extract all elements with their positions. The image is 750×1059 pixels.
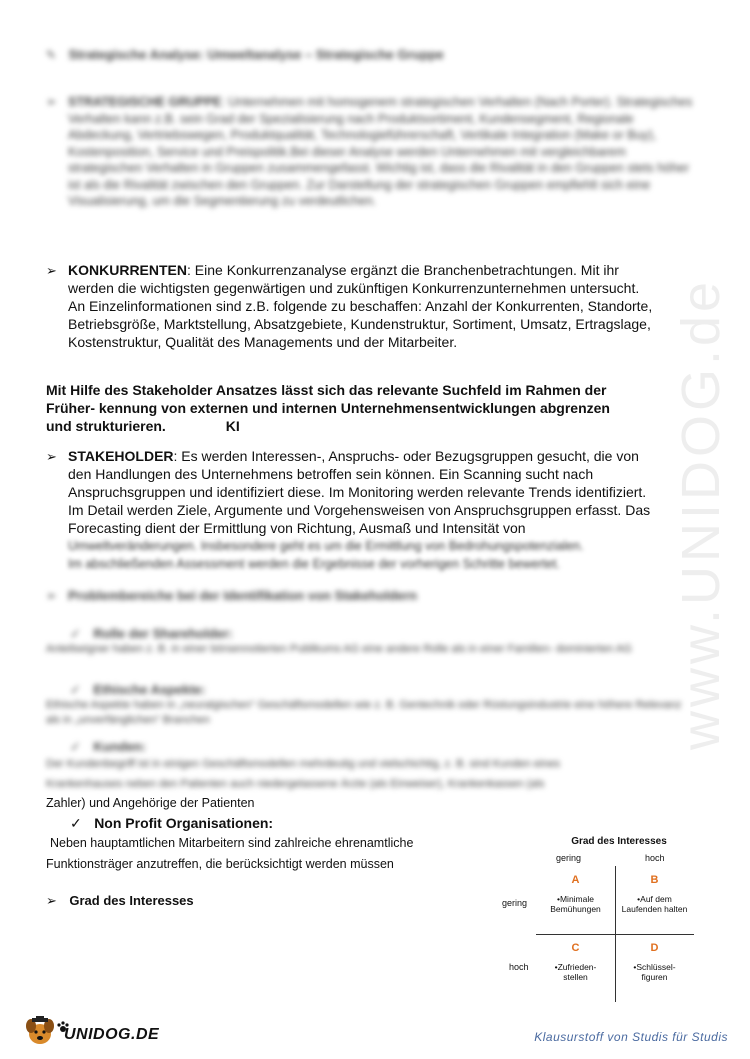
- section-problembereiche: [46, 588, 696, 603]
- logo-text: UNIDOG.DE: [64, 1026, 160, 1043]
- section-grad: [46, 892, 194, 910]
- matrix-cell-d: [615, 934, 694, 1002]
- intro-line-1: Mit Hilfe des Stakeholder Ansatzes lässt sich das relevante Suchfeld im Rahmen der: [46, 382, 607, 398]
- konkurrenten-line-3: An Einzelinformationen sind z.B. folgende zu beschaffen: Anzahl der Konkurrenten, Standorte,: [68, 298, 653, 314]
- item-title-npo: [70, 815, 273, 833]
- stakeholder-line-4: Im Detail werden Ziele, Argumente und Vorgehensweisen von Anspruchsgruppen erfasst. Das: [68, 502, 651, 518]
- cell-text: •Schlüssel- figuren: [633, 962, 676, 982]
- intro-tag: KI: [225, 418, 240, 434]
- matrix-cell-a: [536, 866, 615, 934]
- cell-letter: D: [650, 942, 659, 954]
- cell-text: •Minimale Bemühungen: [550, 894, 601, 914]
- konkurrenten-line-4: Betriebsgröße, Marktstellung, Absatzgebiete, Kundenstruktur, Sortiment, Umsatz, Ertragslage,: [68, 316, 651, 332]
- arrow-bullet-icon: ➢: [46, 94, 57, 109]
- section-stakeholder: [46, 447, 716, 573]
- label-problembereiche: Problembereiche bei der Identifikation von Stakeholdern: [68, 588, 417, 603]
- item-text-npo: [46, 833, 413, 875]
- checkmark-icon: ✓: [70, 626, 81, 641]
- arrow-bullet-icon: ➢: [46, 588, 57, 603]
- cell-letter: A: [571, 874, 580, 886]
- stakeholder-line-6: Umweltveränderungen. Insbesondere geht es um die Ermittlung von Bedrohungspotenzialen.: [68, 539, 584, 553]
- label-konkurrenten: KONKURRENTEN: [68, 262, 187, 278]
- item-text-shareholder: Anteilseigner haben z. B. in einer börsennotierten Publikums AG eine andere Rolle als in einer Familien- dominierten AG: [46, 643, 632, 655]
- footer-slogan: Klausurstoff von Studis für Studis: [534, 1030, 728, 1044]
- item-title-shareholder: [70, 625, 233, 643]
- matrix-col-high: hoch: [645, 853, 665, 863]
- section-strategische-gruppe: [46, 94, 698, 210]
- matrix-row-high: hoch: [509, 962, 529, 972]
- item-title-kunden: [70, 738, 146, 756]
- label-strategische-gruppe: STRATEGISCHE GRUPPE: [68, 95, 222, 109]
- stakeholder-line-5: Forecasting dient der Ermittlung von Richtung, Ausmaß und Intensität von: [68, 520, 526, 536]
- cell-letter: C: [571, 942, 580, 954]
- item-title: Non Profit Organisationen:: [94, 815, 274, 831]
- intro-line-2: Früher- kennung von externen und internen Unternehmensentwicklungen abgrenzen: [46, 400, 610, 416]
- item-title-ethik: [70, 681, 206, 699]
- konkurrenten-line-1: : Eine Konkurrenzanalyse ergänzt die Branchenbetrachtungen. Mit ihr: [187, 262, 619, 278]
- dog-icon: [22, 1016, 58, 1046]
- item-title: Kunden:: [93, 739, 147, 754]
- matrix-col-low: gering: [556, 853, 582, 863]
- matrix-cell-b: [615, 866, 694, 934]
- arrow-bullet-icon: ➢: [46, 893, 57, 908]
- item-title: Ethische Aspekte:: [93, 682, 206, 697]
- konkurrenten-line-5: Kostenstruktur, Qualität des Managements und der Mitarbeiter.: [68, 334, 458, 350]
- checkmark-icon: ✓: [70, 739, 81, 754]
- konkurrenten-line-2: werden die wichtigsten gegenwärtigen und zukünftigen Konkurrenzunternehmen untersucht.: [68, 280, 640, 296]
- item-text-kunden-3: Zahler) und Angehörige der Patienten: [46, 796, 255, 810]
- arrow-bullet-icon: ➢: [46, 449, 57, 464]
- stakeholder-intro: [46, 381, 716, 435]
- pencil-icon: ✎: [46, 48, 57, 62]
- stakeholder-line-3: Anspruchsgruppen und identifiziert diese. Im Monitoring werden relevante Trends identifiziert.: [68, 484, 647, 500]
- arrow-bullet-icon: ➢: [46, 263, 57, 278]
- matrix-cell-c: [536, 934, 615, 1002]
- label-grad: Grad des Interesses: [69, 893, 194, 908]
- cell-text: •Zufrieden- stellen: [554, 962, 597, 982]
- page-header: [46, 46, 686, 64]
- header-title: Strategische Analyse: Umweltanalyse – Strategische Gruppe: [68, 47, 444, 62]
- cell-text: •Auf dem Laufenden halten: [621, 894, 688, 914]
- stakeholder-line-7: Im abschließenden Assessment werden die Ergebnisse der vorherigen Schritte bewertet.: [68, 557, 560, 571]
- item-text-kunden-2: Krankenhauses neben den Patienten auch niedergelassene Ärzte (als Einweiser), Krankenkassen (als: [46, 778, 545, 790]
- matrix-title: Grad des Interesses: [571, 836, 667, 847]
- matrix-row-low: gering: [502, 898, 528, 908]
- watermark: www.UNIDOG.de: [671, 277, 731, 750]
- cell-letter: B: [650, 874, 659, 886]
- item-text-ethik: Ethische Aspekte haben in „neuralgischen“ Geschäftsmodellen wie z. B. Gentechnik oder Rüstungsindustrie eine höhere Relevanz als in „unverfänglichen“ Branchen: [46, 699, 682, 726]
- interest-matrix: [536, 866, 694, 1002]
- stakeholder-line-2: den Handlungen des Unternehmens betroffen sein können. Ein Scanning sucht nach: [68, 466, 594, 482]
- label-stakeholder: STAKEHOLDER: [68, 448, 174, 464]
- unidog-logo: [22, 1016, 160, 1046]
- checkmark-icon: ✓: [70, 682, 81, 697]
- npo-line-2: Funktionsträger anzutreffen, die berücksichtigt werden müssen: [46, 857, 394, 871]
- stakeholder-line-1: : Es werden Interessen-, Anspruchs- oder Bezugsgruppen gesucht, die von: [173, 448, 639, 464]
- checkmark-icon: ✓: [70, 815, 82, 831]
- item-title: Rolle der Shareholder:: [93, 626, 233, 641]
- npo-line-1: Neben hauptamtlichen Mitarbeitern sind zahlreiche ehrenamtliche: [50, 836, 414, 850]
- text-strategische-gruppe: : Unternehmen mit homogenem strategischen Verhalten (Nach Porter). Strategisches Verhalten kann z.B. sein Grad der Spezialisierung nach Produktsortiment, Kundensegment, Regionale Abdeckung, Vertriebswegen, Produktqualität, Technologieführerschaft, Vertikale Integration (Make or Buy), Kostenposition, Service und Preispolitik.Bei dieser Analyse werden Unternehmen mit vergleichbarem strategischen Verhalten in Gruppen zusammengefasst. Wichtig ist, dass die Rivalität in den Gruppen stets höher ist als die Rivalität zwischen den Gruppen. Zur Darstellung der strategischen Gruppen empfiehlt sich eine Visualisierung, um die Segmentierung zu verdeutlichen.: [68, 95, 693, 208]
- section-konkurrenten: [46, 261, 716, 351]
- intro-line-3: und strukturieren.: [46, 418, 166, 434]
- item-text-kunden-1: Der Kundenbegriff ist in einigen Geschäftsmodellen mehrdeutig und vielschichtig, z. B. sind Kunden eines: [46, 758, 561, 770]
